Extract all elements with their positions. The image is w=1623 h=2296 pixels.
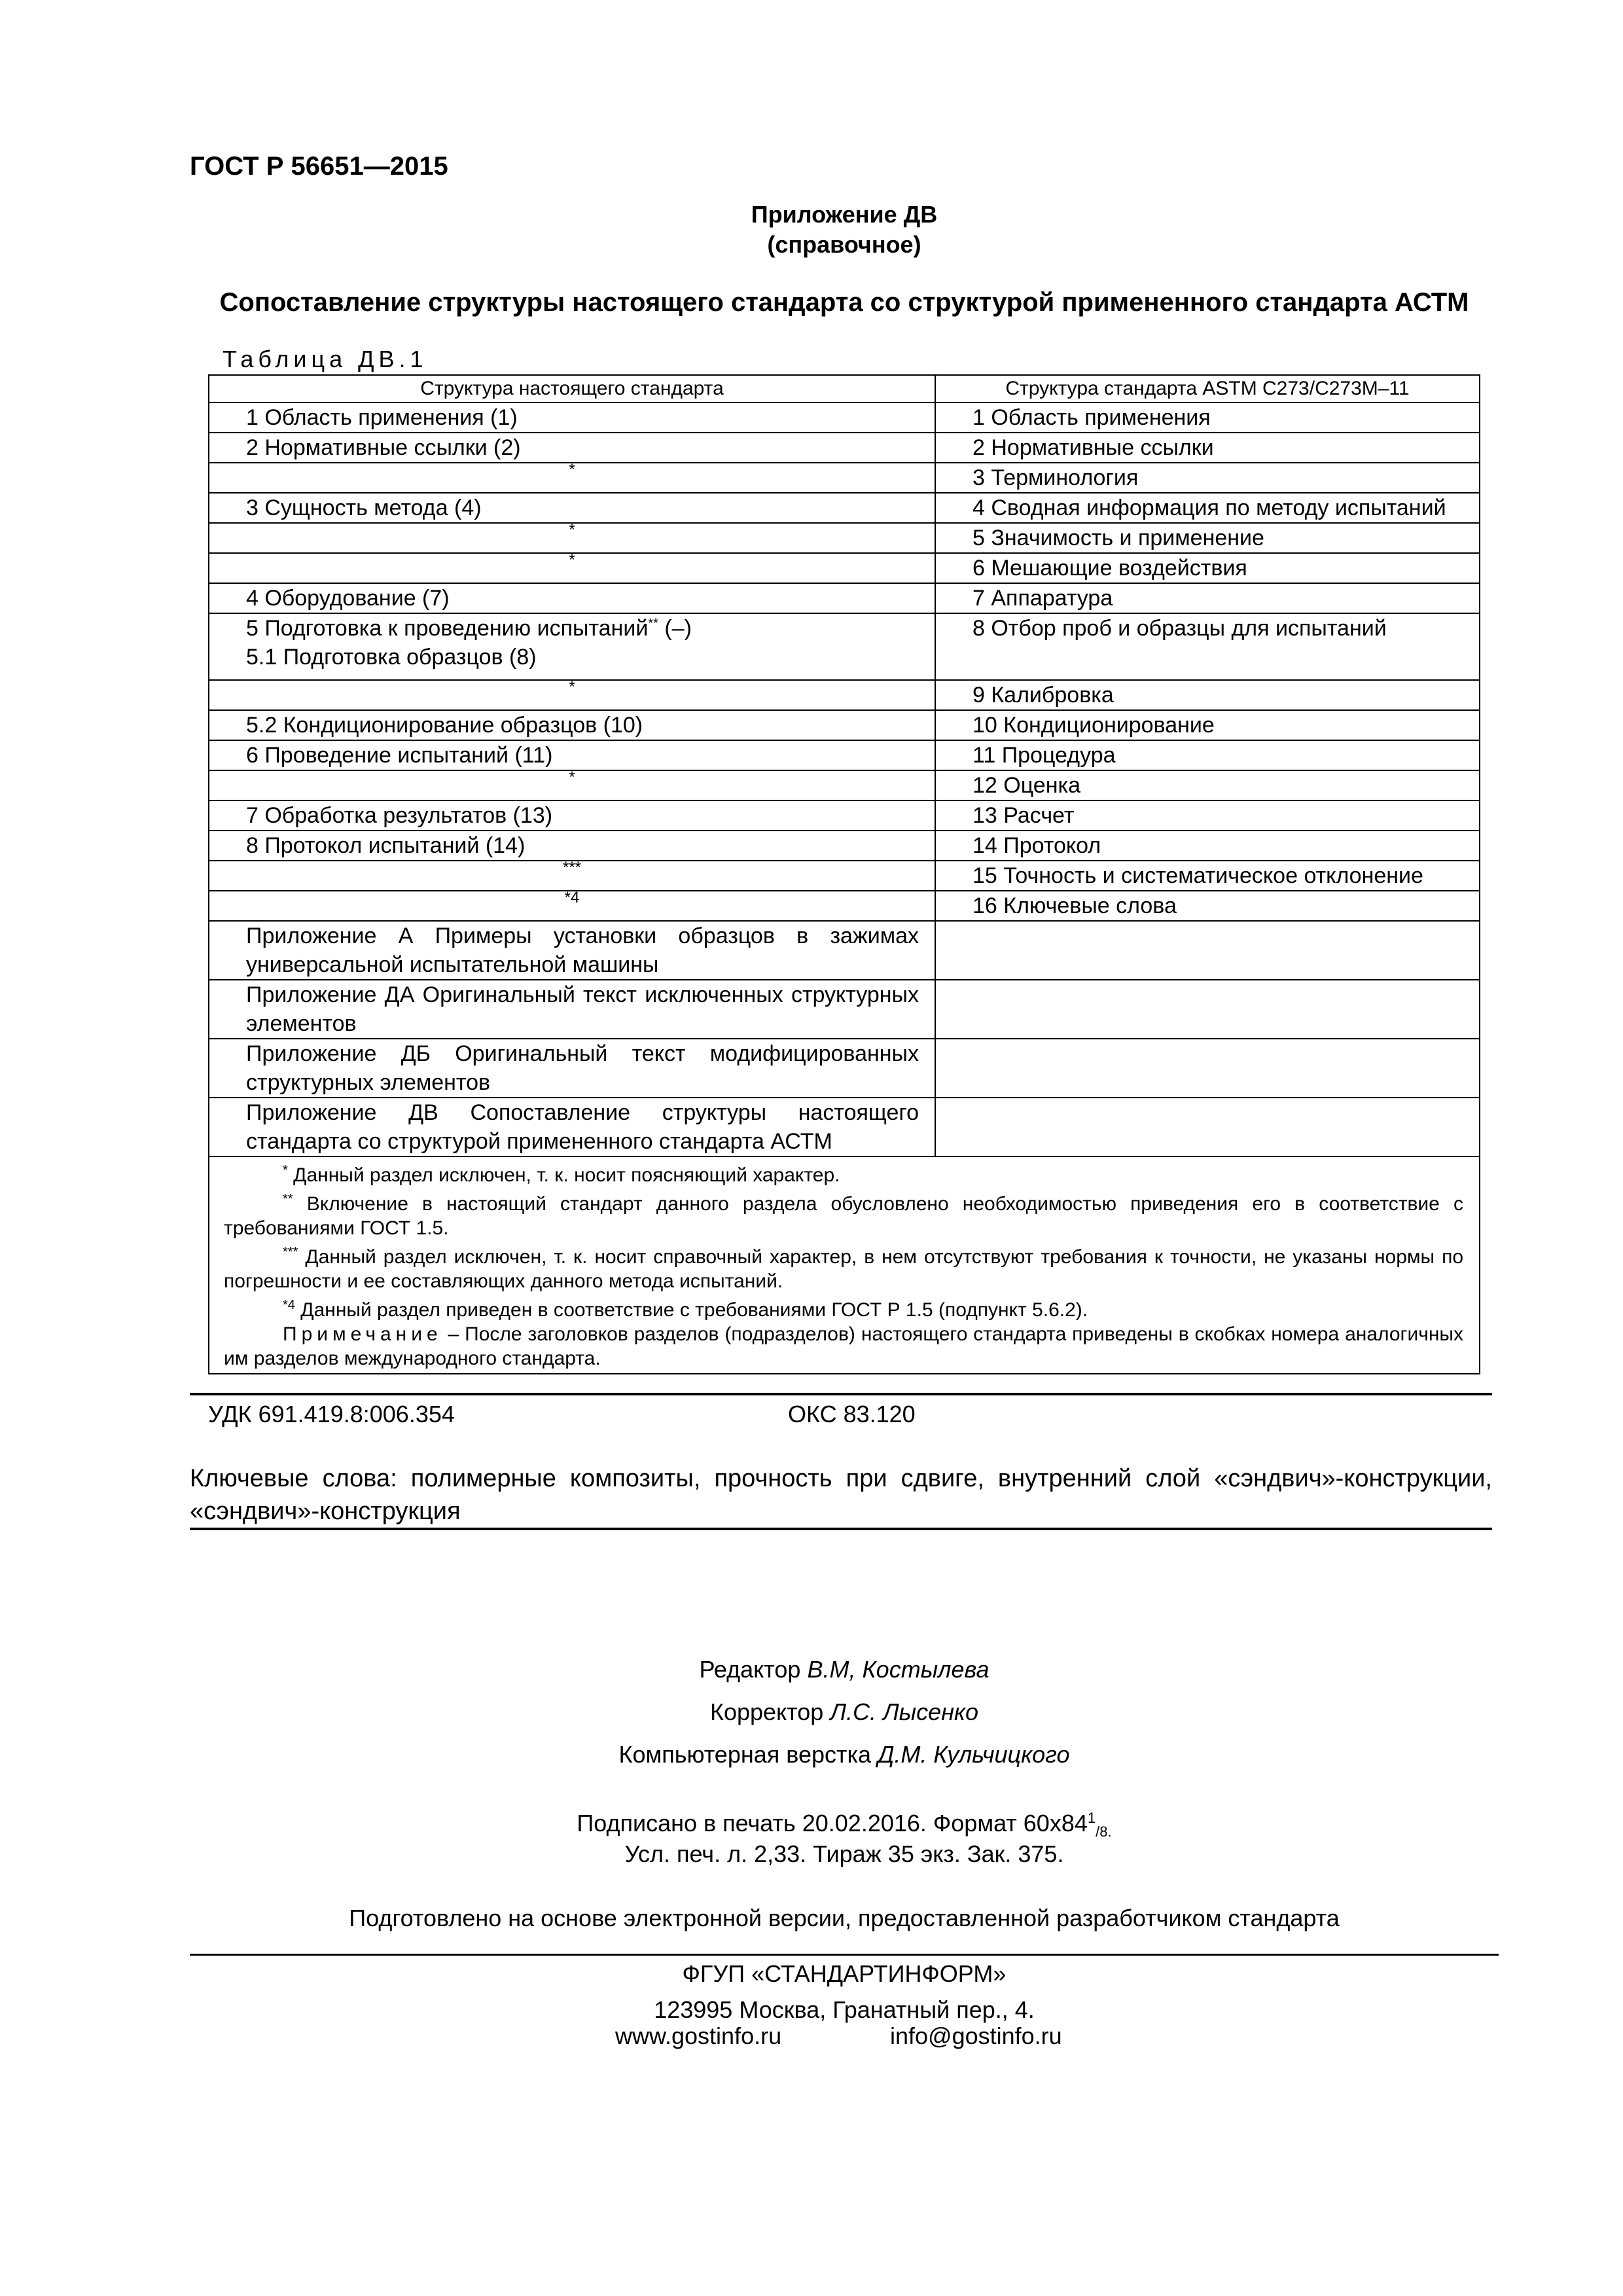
footnote-mark: *4 bbox=[283, 1298, 295, 1312]
divider bbox=[190, 1528, 1492, 1530]
footnote-mark: *4 bbox=[564, 889, 580, 906]
signed-text: Подписано в печать 20.02.2016. Формат 60x84 bbox=[577, 1810, 1088, 1837]
footnote-text: Включение в настоящий стандарт данного раздела обусловлено необходимостью приведения его в соответствие с требованиями ГОСТ 1.5. bbox=[224, 1193, 1463, 1239]
remark-text: – После заголовков разделов (подразделов) настоящего стандарта приведены в скобках номера аналогичных им разделов международного стандарта. bbox=[224, 1323, 1463, 1369]
cell-right-empty bbox=[935, 1098, 1480, 1157]
footnote-text: Данный раздел исключен, т. к. носит поясняющий характер. bbox=[293, 1164, 840, 1186]
cell-right: 14 Протокол bbox=[935, 831, 1480, 861]
cell-left-excluded-mark bbox=[209, 861, 935, 891]
table-row bbox=[209, 1098, 1480, 1157]
table-header-row bbox=[209, 375, 1480, 403]
table-row bbox=[209, 463, 1480, 493]
table-row bbox=[209, 770, 1480, 800]
imprint-label: Компьютерная верстка bbox=[618, 1741, 878, 1768]
cell-right-empty bbox=[935, 921, 1480, 980]
cell-left-annex: Приложение ДВ Сопоставление структуры настоящего стандарта со структурой примененного стандарта АСТМ bbox=[209, 1098, 935, 1157]
publisher-address: 123995 Москва, Гранатный пер., 4. bbox=[654, 1996, 1035, 2023]
footnote-mark: * bbox=[569, 768, 575, 786]
table-notes bbox=[209, 1157, 1480, 1374]
footnote-text: Данный раздел исключен, т. к. носит справочный характер, в нем отсутствуют требования к точности, не указаны нормы по погрешности и ее составляющих данного метода испытаний. bbox=[224, 1246, 1463, 1292]
cell-left-excluded-mark bbox=[209, 891, 935, 921]
footnote-mark: * bbox=[569, 521, 575, 539]
table-row bbox=[209, 921, 1480, 980]
cell-right: 15 Точность и систематическое отклонение bbox=[935, 861, 1480, 891]
cell-right: 9 Калибровка bbox=[935, 680, 1480, 710]
annex-heading: Сопоставление структуры настоящего стандарта со структурой примененного стандарта АСТМ bbox=[219, 288, 1469, 317]
keywords: Ключевые слова: полимерные композиты, прочность при сдвиге, внутренний слой «сэндвич»-конструкции, «сэндвич»-конструкция bbox=[190, 1465, 1492, 1525]
footnote-mark: *** bbox=[283, 1245, 298, 1259]
imprint-editor bbox=[0, 1656, 1623, 1683]
annex-subtitle: (справочное) bbox=[767, 231, 921, 258]
cell-left-annex: Приложение ДБ Оригинальный текст модифицированных структурных элементов bbox=[209, 1039, 935, 1098]
divider bbox=[190, 1954, 1499, 1956]
cell-left: 6 Проведение испытаний (11) bbox=[209, 740, 935, 770]
cell-left: 8 Протокол испытаний (14) bbox=[209, 831, 935, 861]
cell-left-excluded-mark bbox=[209, 680, 935, 710]
cell-left: 2 Нормативные ссылки (2) bbox=[209, 433, 935, 463]
cell-right-empty bbox=[935, 1039, 1480, 1098]
footnote-mark: * bbox=[569, 551, 575, 569]
cell-right: 10 Кондиционирование bbox=[935, 710, 1480, 740]
print-info: Усл. печ. л. 2,33. Тираж 35 экз. Зак. 375. bbox=[624, 1840, 1064, 1867]
table-row bbox=[209, 980, 1480, 1039]
oks-code: ОКС 83.120 bbox=[788, 1401, 916, 1427]
table-row bbox=[209, 680, 1480, 710]
table-row bbox=[209, 613, 1480, 680]
cell-right: 3 Терминология bbox=[935, 463, 1480, 493]
cell-right-empty bbox=[935, 980, 1480, 1039]
cell-right: 7 Аппаратура bbox=[935, 583, 1480, 613]
footnote bbox=[224, 1293, 1463, 1322]
cell-left bbox=[209, 613, 935, 680]
cell-right: 1 Область применения bbox=[935, 403, 1480, 433]
cell-left: 4 Оборудование (7) bbox=[209, 583, 935, 613]
table-row bbox=[209, 553, 1480, 583]
footnote-mark: ** bbox=[283, 1192, 293, 1206]
cell-left-excluded-mark bbox=[209, 553, 935, 583]
cell-left-line bbox=[246, 614, 919, 643]
footnote bbox=[224, 1187, 1463, 1240]
footnote bbox=[224, 1240, 1463, 1293]
header-this-standard: Структура настоящего стандарта bbox=[209, 375, 935, 403]
cell-right: 8 Отбор проб и образцы для испытаний bbox=[935, 613, 1480, 680]
format-sup: 1 bbox=[1087, 1810, 1096, 1826]
footnote bbox=[224, 1158, 1463, 1187]
table-row bbox=[209, 493, 1480, 523]
signed-to-print bbox=[0, 1810, 1623, 1840]
corrector-name: Л.С. Лысенко bbox=[830, 1698, 979, 1725]
cell-left-excluded-mark bbox=[209, 770, 935, 800]
footnote-mark: *** bbox=[562, 859, 582, 876]
layout-name: Д.М. Кульчицкого bbox=[878, 1741, 1070, 1768]
table-row bbox=[209, 523, 1480, 553]
header-astm-standard: Структура стандарта ASTM C273/C273M–11 bbox=[935, 375, 1480, 403]
annex-name: Приложение ДВ bbox=[751, 201, 938, 228]
comparison-table bbox=[208, 374, 1480, 1374]
table-row bbox=[209, 831, 1480, 861]
table-row bbox=[209, 800, 1480, 831]
cell-right: 2 Нормативные ссылки bbox=[935, 433, 1480, 463]
footnote-mark: * bbox=[569, 461, 575, 478]
cell-left: 5.2 Кондиционирование образцов (10) bbox=[209, 710, 935, 740]
cell-left-annex: Приложение ДА Оригинальный текст исключенных структурных элементов bbox=[209, 980, 935, 1039]
remark-label: Примечание bbox=[283, 1323, 442, 1345]
section-ref: (–) bbox=[658, 616, 692, 641]
footnote-text: Данный раздел приведен в соответствие с требованиями ГОСТ Р 1.5 (подпункт 5.6.2). bbox=[300, 1299, 1088, 1321]
cell-left: 7 Обработка результатов (13) bbox=[209, 800, 935, 831]
email-link[interactable]: info@gostinfo.ru bbox=[890, 2022, 1062, 2049]
imprint-layout bbox=[0, 1741, 1623, 1768]
table-row bbox=[209, 1039, 1480, 1098]
cell-left-excluded-mark bbox=[209, 463, 935, 493]
table-row bbox=[209, 740, 1480, 770]
cell-left-annex: Приложение А Примеры установки образцов в зажимах универсальной испытательной машины bbox=[209, 921, 935, 980]
cell-right: 13 Расчет bbox=[935, 800, 1480, 831]
cell-right: 11 Процедура bbox=[935, 740, 1480, 770]
cell-right: 5 Значимость и применение bbox=[935, 523, 1480, 553]
imprint-label: Редактор bbox=[699, 1656, 808, 1683]
document-code: ГОСТ Р 56651—2015 bbox=[190, 152, 448, 181]
cell-right: 6 Мешающие воздействия bbox=[935, 553, 1480, 583]
table-row bbox=[209, 583, 1480, 613]
table-caption: Таблица ДВ.1 bbox=[223, 346, 428, 372]
cell-right: 4 Сводная информация по методу испытаний bbox=[935, 493, 1480, 523]
udk-code: УДК 691.419.8:006.354 bbox=[208, 1401, 455, 1427]
cell-right: 12 Оценка bbox=[935, 770, 1480, 800]
table-row bbox=[209, 891, 1480, 921]
footnote-mark: * bbox=[569, 678, 575, 696]
cell-left-subline: 5.1 Подготовка образцов (8) bbox=[246, 645, 537, 670]
table-row bbox=[209, 403, 1480, 433]
section-title: 5 Подготовка к проведению испытаний bbox=[246, 616, 649, 641]
publisher: ФГУП «СТАНДАРТИНФОРМ» bbox=[682, 1960, 1007, 1987]
editor-name: В.М, Костылева bbox=[807, 1656, 990, 1683]
footnote-mark: ** bbox=[648, 616, 658, 631]
imprint-corrector bbox=[0, 1698, 1623, 1726]
cell-left: 1 Область применения (1) bbox=[209, 403, 935, 433]
table-notes-row bbox=[209, 1157, 1480, 1374]
table-row bbox=[209, 433, 1480, 463]
format-sub: /8. bbox=[1096, 1823, 1112, 1840]
annex-title bbox=[0, 200, 1623, 260]
footnote-mark: * bbox=[283, 1163, 288, 1177]
cell-left: 3 Сущность метода (4) bbox=[209, 493, 935, 523]
cell-right: 16 Ключевые слова bbox=[935, 891, 1480, 921]
table-row bbox=[209, 710, 1480, 740]
divider bbox=[190, 1393, 1492, 1395]
cell-left-excluded-mark bbox=[209, 523, 935, 553]
imprint-label: Корректор bbox=[709, 1698, 830, 1725]
table-remark bbox=[224, 1322, 1463, 1371]
website-link[interactable]: www.gostinfo.ru bbox=[615, 2022, 782, 2049]
prepared-note: Подготовлено на основе электронной версии, предоставленной разработчиком стандарта bbox=[349, 1905, 1340, 1931]
table-row bbox=[209, 861, 1480, 891]
